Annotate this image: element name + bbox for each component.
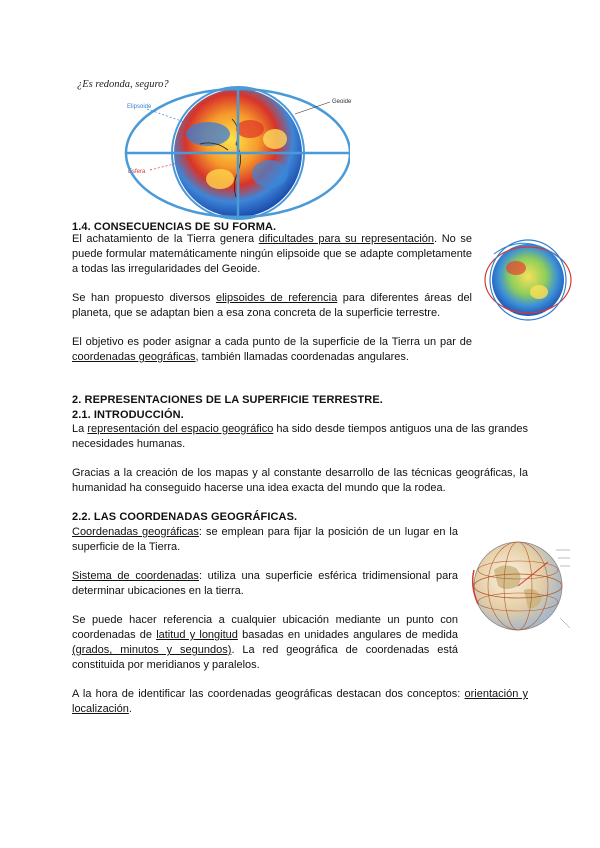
heading-2-2: 2.2. LAS COORDENADAS GEOGRÁFICAS. xyxy=(72,511,298,523)
heading-2: 2. REPRESENTACIONES DE LA SUPERFICIE TERRESTRE. xyxy=(72,394,383,406)
heading-2-1: 2.1. INTRODUCCIÓN. xyxy=(72,409,184,421)
paragraph-sistema-coordenadas: Sistema de coordenadas: utiliza una superficie esférica tridimensional para determinar ubicaciones en la tierra. xyxy=(72,570,459,597)
link-representacion: representación del espacio geográfico xyxy=(87,423,274,435)
ellipsoid-label: Elipsoide xyxy=(127,104,152,110)
link-sistema-coordenadas: Sistema de coordenadas xyxy=(72,570,199,582)
coordinate-globe-image xyxy=(466,530,578,638)
geoid-figure xyxy=(120,84,350,220)
link-dificultades: dificultades para su representación xyxy=(258,233,435,245)
link-elipsoides-referencia: elipsoides de referencia xyxy=(215,292,338,304)
heading-1-4: 1.4. CONSECUENCIAS DE SU FORMA. xyxy=(72,221,277,233)
link-latitud-longitud: latitud y longitud xyxy=(156,629,238,641)
link-grados: (grados, minutos y segundos) xyxy=(72,644,232,656)
paragraph-elipsoides: Se han propuesto diversos elipsoides de referencia para diferentes áreas del planeta, que se adaptan bien a esa zona concreta de la superficie terrestre. xyxy=(72,292,473,319)
paragraph-latitud-longitud: Se puede hacer referencia a cualquier ubicación mediante un punto con coordenadas de latitud y longitud basadas en unidades angulares de medida (grados, minutos y segundos). La red geográfica de coordenadas está constituida por meridianos y paralelos. xyxy=(72,614,459,671)
paragraph-representacion: La representación del espacio geográfico ha sido desde tiempos antiguos una de las grandes necesidades humanas. xyxy=(72,423,528,450)
sphere-label: Esfera xyxy=(128,169,146,175)
link-coordenadas-geograficas: Coordenadas geográficas xyxy=(72,526,199,538)
paragraph-mapas: Gracias a la creación de los mapas y al constante desarrollo de las técnicas geográficas, la humanidad ha conseguido hacerse una idea exacta del mundo que la rodea. xyxy=(72,467,528,494)
figure-question: ¿Es redonda, seguro? xyxy=(77,79,169,90)
paragraph-orientacion: A la hora de identificar las coordenadas geográficas destacan dos conceptos: orientación y localización. xyxy=(72,688,528,715)
paragraph-achatamiento: El achatamiento de la Tierra genera dificultades para su representación. No se puede formular matemáticamente ningún elipsoide que se adapte completamente a todas las irregularidades del Geoide. xyxy=(72,233,472,275)
geoid-label: Geoide xyxy=(332,99,352,105)
link-coordenadas: coordenadas geográficas xyxy=(72,351,196,363)
paragraph-objetivo: El objetivo es poder asignar a cada punto de la superficie de la Tierra un par de coordenadas geográficas, también llamadas coordenadas angulares. xyxy=(72,336,472,363)
geoid-globe-image xyxy=(484,234,572,326)
link-orientacion-localizacion: orientación y localización xyxy=(72,688,528,715)
paragraph-coordenadas-geograficas: Coordenadas geográficas: se emplean para fijar la posición de un lugar en la superficie de la Tierra. xyxy=(72,526,458,553)
